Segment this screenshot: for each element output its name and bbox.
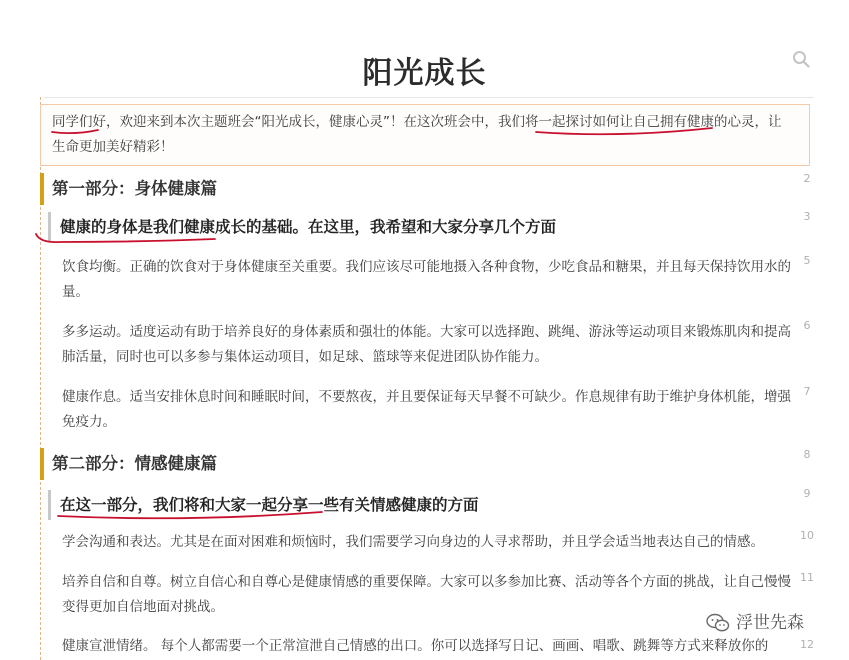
section1-heading: 第一部分：身体健康篇 xyxy=(40,173,452,205)
section2-subheading: 在这一部分，我们将和大家一起分享一些有关情感健康的方面 xyxy=(48,490,740,520)
section1-item-diet[interactable]: 饮食均衡。正确的饮食对于身体健康至关重要。我们应该尽可能地摄入各种食物，少吃食品和糖果，并且每天保持饮用水的量。 xyxy=(62,259,791,300)
wechat-icon xyxy=(706,613,730,633)
line-number: 12 xyxy=(800,638,814,651)
page-title: 阳光成长 xyxy=(362,56,487,91)
section1-item-exercise[interactable]: 多多运动。适度运动有助于培养良好的身体素质和强壮的体能。大家可以选择跑、跳绳、游泳等运动项目来锻炼肌肉和提高肺活量，同时也可以多参与集体运动项目，如足球、篮球等来促进团队协作能力。 xyxy=(62,324,791,365)
section2-heading: 第二部分：情感健康篇 xyxy=(40,448,452,480)
top-divider xyxy=(44,97,814,98)
line-number: 6 xyxy=(803,319,811,332)
line-number: 9 xyxy=(803,487,811,500)
line-number: 11 xyxy=(800,571,814,584)
line-number: 2 xyxy=(803,172,811,185)
line-number: 3 xyxy=(803,210,811,223)
search-icon[interactable] xyxy=(792,50,810,68)
section2-item-confidence[interactable]: 培养自信和自尊。树立自信心和自尊心是健康情感的重要保障。大家可以多参加比赛、活动等各个方面的挑战，让自己慢慢变得更加自信地面对挑战。 xyxy=(62,574,791,615)
line-number: 10 xyxy=(800,529,814,542)
section1-item-rest[interactable]: 健康作息。适当安排休息时间和睡眠时间，不要熬夜，并且要保证每天早餐不可缺少。作息规律有助于维护身体机能，增强免疫力。 xyxy=(62,389,791,430)
intro-paragraph[interactable]: 同学们好，欢迎来到本次主题班会“阳光成长，健康心灵”！在这次班会中，我们将一起探讨如何让自己拥有健康的心灵，让生命更加美好精彩！ xyxy=(52,114,782,155)
watermark xyxy=(706,610,804,636)
line-number: 7 xyxy=(803,385,811,398)
line-number: 8 xyxy=(803,448,811,461)
section1-subheading: 健康的身体是我们健康成长的基础。在这里，我希望和大家分享几个方面 xyxy=(48,212,740,242)
section2-item-emotions[interactable]: 健康宣泄情绪。 每个人都需要一个正常渲泄自己情感的出口。你可以选择写日记、画画、唱歌、跳舞等方式来释放你的 xyxy=(62,638,769,654)
section2-item-communication[interactable]: 学会沟通和表达。尤其是在面对困难和烦恼时，我们需要学习向身边的人寻求帮助，并且学会适当地表达自己的情感。 xyxy=(62,534,764,550)
watermark-text: 浮世先森 xyxy=(736,613,804,633)
line-number: 5 xyxy=(803,254,811,267)
